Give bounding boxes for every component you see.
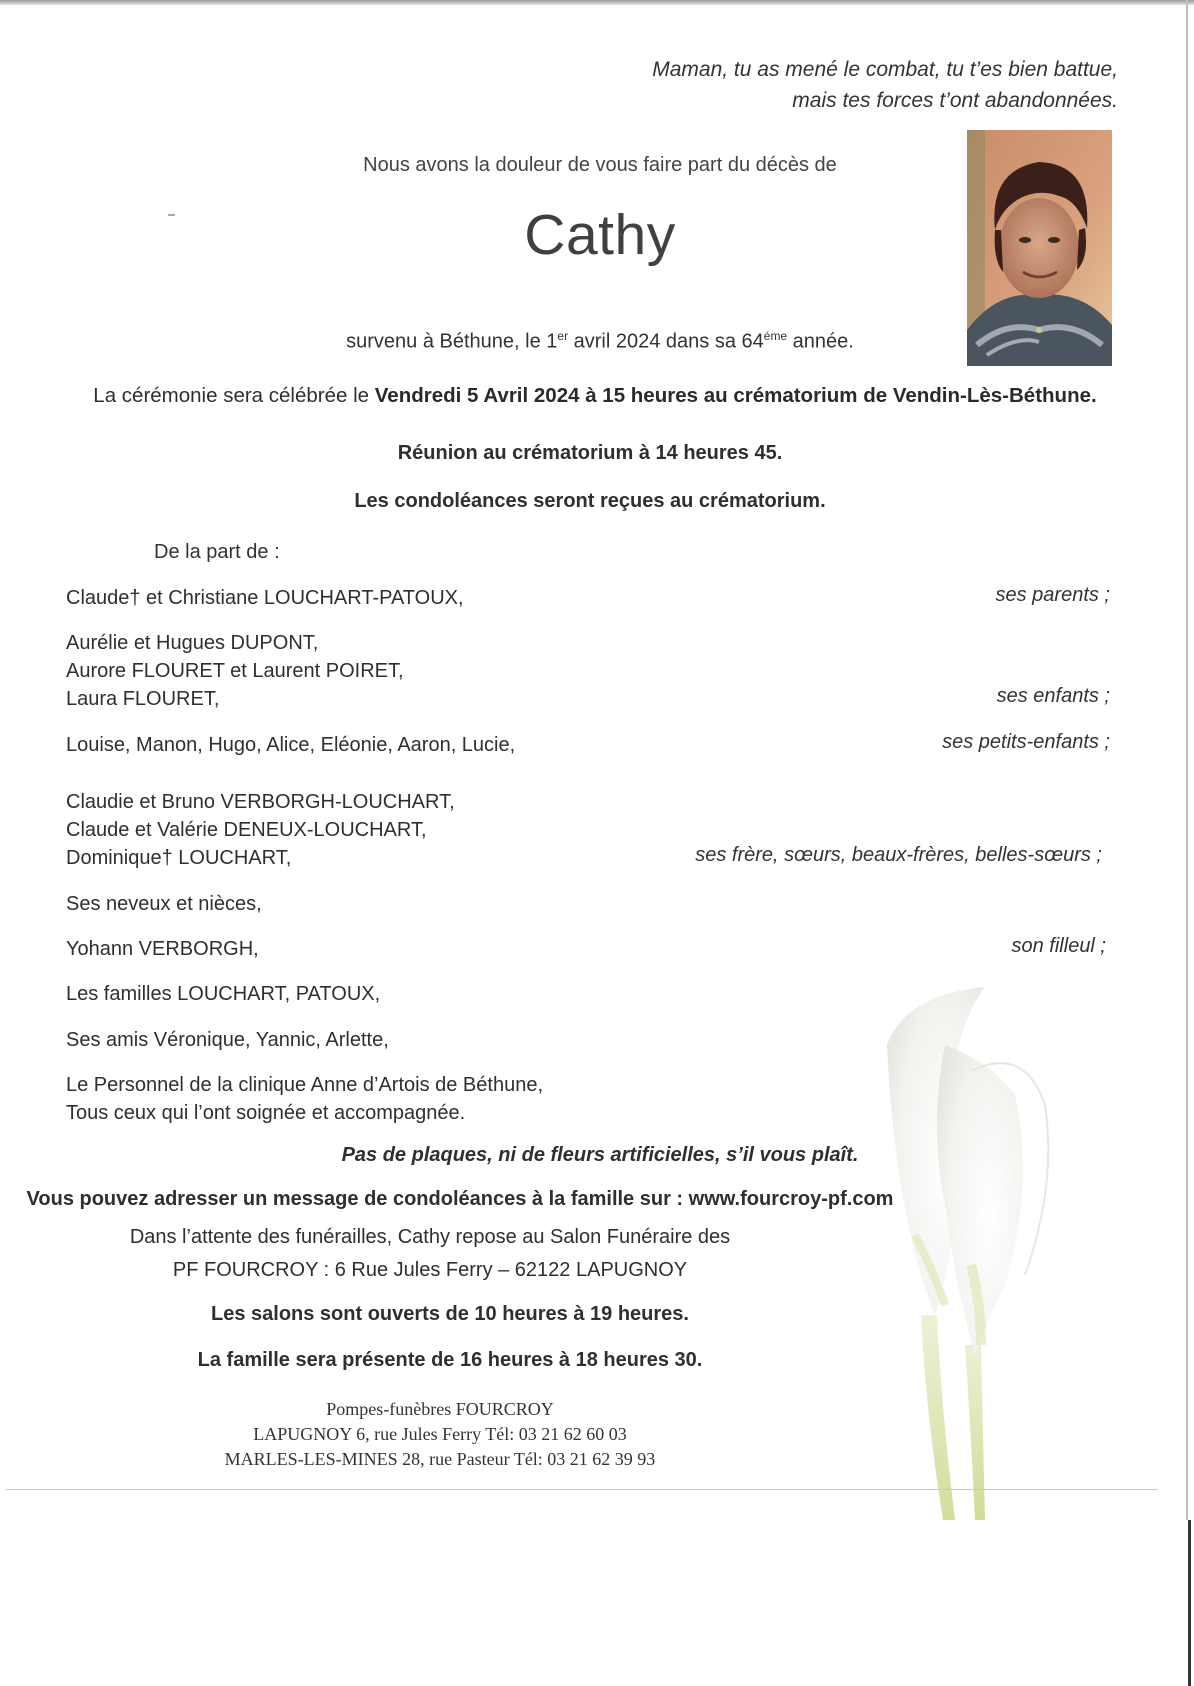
death-details <box>240 329 960 354</box>
salon-info-line-1: Dans l’attente des funérailles, Cathy repose au Salon Funéraire des <box>129 1226 731 1248</box>
funeral-home-name: Pompes-funèbres FOURCROY <box>326 1399 554 1419</box>
scan-edge-right <box>1186 0 1188 1520</box>
family-group-clinic <box>66 1071 543 1127</box>
de-la-part-heading: De la part de : <box>154 541 280 563</box>
deceased-name: Cathy <box>524 203 676 267</box>
family-line: Dominique† LOUCHART, <box>66 847 292 869</box>
epitaph-quote <box>418 54 1118 116</box>
footer-divider <box>6 1489 1158 1490</box>
funeral-salon-info <box>60 1221 800 1287</box>
calla-lily-illustration <box>885 985 1125 1525</box>
relation-siblings: ses frère, sœurs, beaux-frères, belles-sœurs ; <box>695 844 1102 866</box>
family-line: Aurélie et Hugues DUPONT, <box>66 632 319 654</box>
family-group-siblings <box>66 788 455 872</box>
death-details-middle: avril 2024 dans sa 64 <box>568 330 764 353</box>
funeral-home-footer <box>140 1397 740 1472</box>
ordinal-sup-1: er <box>557 329 569 343</box>
family-presence-hours: La famille sera présente de 16 heures à 18 heures 30. <box>197 1349 703 1371</box>
relation-parents: ses parents ; <box>995 584 1110 606</box>
salon-info-line-2: PF FOURCROY : 6 Rue Jules Ferry – 62122 LAPUGNOY <box>172 1259 688 1281</box>
family-line: Ses amis Véronique, Yannic, Arlette, <box>66 1029 389 1051</box>
family-line: Laura FLOURET, <box>66 688 220 710</box>
family-line: Le Personnel de la clinique Anne d’Artois de Béthune, <box>66 1074 544 1096</box>
scan-speck <box>168 214 175 216</box>
announcement-intro: Nous avons la douleur de vous faire part du décès de <box>363 154 837 176</box>
family-line: Claude† et Christiane LOUCHART-PATOUX, <box>66 587 464 609</box>
family-line: Les familles LOUCHART, PATOUX, <box>66 983 381 1005</box>
family-group-grandchildren <box>66 731 515 759</box>
family-group-friends <box>66 1026 389 1054</box>
family-group-children <box>66 629 404 713</box>
scan-edge-top <box>0 0 1194 5</box>
ordinal-sup-2: éme <box>763 329 788 343</box>
family-line: Claudie et Bruno VERBORGH-LOUCHART, <box>66 791 455 813</box>
death-details-prefix: survenu à Béthune, le 1 <box>346 330 558 353</box>
family-group-parents <box>66 584 464 612</box>
family-line: Claude et Valérie DENEUX-LOUCHART, <box>66 819 427 841</box>
ceremony-details: Vendredi 5 Avril 2024 à 15 heures au crématorium de Vendin-Lès-Béthune. <box>374 384 1097 407</box>
relation-children: ses enfants ; <box>996 685 1110 707</box>
ceremony-prefix: La cérémonie sera célébrée le <box>93 384 375 407</box>
relation-grandchildren: ses petits-enfants ; <box>942 731 1110 753</box>
funeral-home-address-1: LAPUGNOY 6, rue Jules Ferry Tél: 03 21 62 60 03 <box>253 1424 627 1444</box>
ceremony-line <box>40 384 1150 408</box>
family-group-families <box>66 980 380 1008</box>
family-line: Ses neveux et nièces, <box>66 893 262 915</box>
family-line: Yohann VERBORGH, <box>66 938 259 960</box>
family-line: Aurore FLOURET et Laurent POIRET, <box>66 660 404 682</box>
scan-edge-right-dark <box>1188 1520 1191 1686</box>
family-group-godson <box>66 935 259 963</box>
funeral-home-address-2: MARLES-LES-MINES 28, rue Pasteur Tél: 03 21 62 39 93 <box>224 1449 656 1469</box>
family-line: Tous ceux qui l’ont soignée et accompagnée. <box>66 1102 466 1124</box>
condolences-line: Les condoléances seront reçues au crématorium. <box>354 490 826 512</box>
family-line: Louise, Manon, Hugo, Alice, Eléonie, Aaron, Lucie, <box>66 734 516 756</box>
no-flowers-note: Pas de plaques, ni de fleurs artificielles, s’il vous plaît. <box>341 1144 859 1166</box>
relation-godson: son filleul ; <box>1011 935 1106 957</box>
salon-hours: Les salons sont ouverts de 10 heures à 19 heures. <box>211 1303 689 1325</box>
portrait-photo <box>967 130 1112 366</box>
quote-line-2: mais tes forces t’ont abandonnées. <box>792 89 1118 112</box>
reunion-line: Réunion au crématorium à 14 heures 45. <box>397 442 783 464</box>
death-details-suffix: année. <box>787 330 854 353</box>
online-condolences-line: Vous pouvez adresser un message de condoléances à la famille sur : www.fourcroy-pf.com <box>26 1188 894 1210</box>
family-group-nephews <box>66 890 262 918</box>
quote-line-1: Maman, tu as mené le combat, tu t’es bien battue, <box>652 58 1118 81</box>
